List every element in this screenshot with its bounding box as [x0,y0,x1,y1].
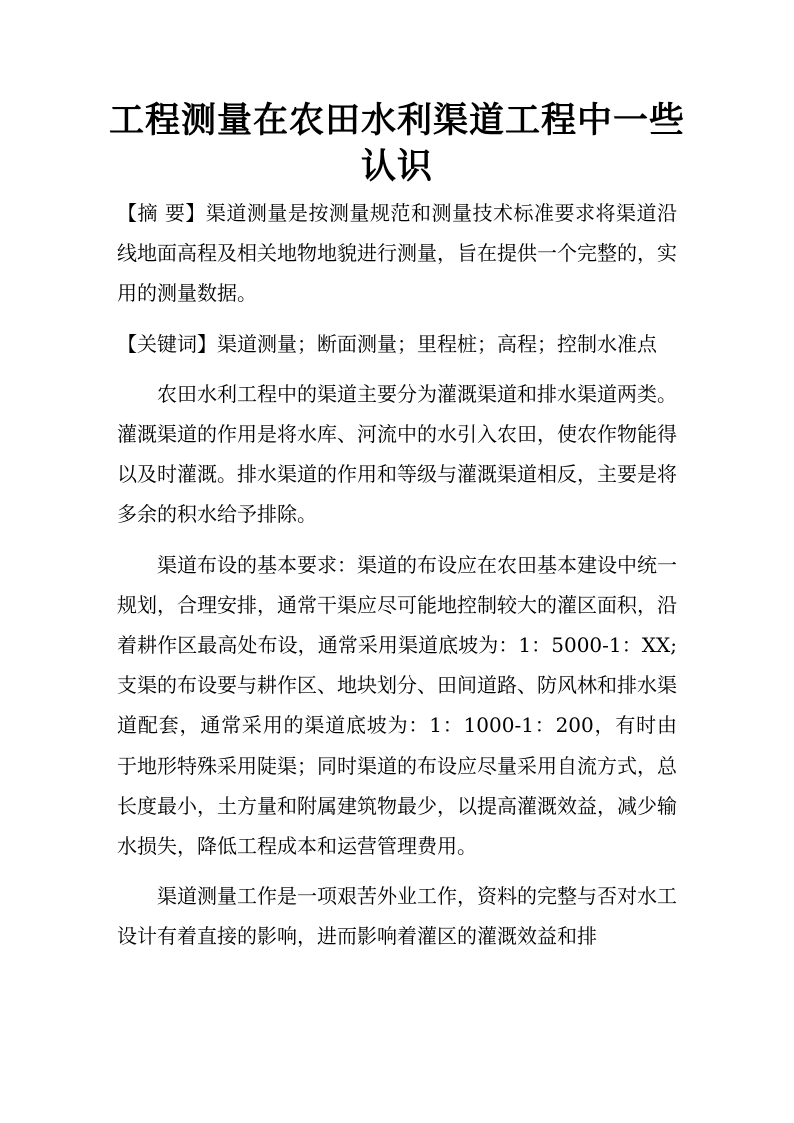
body-paragraph-3: 渠道测量工作是一项艰苦外业工作，资料的完整与否对水工设计有着直接的影响，进而影响着灌区的灌溉效益和排 [117,884,677,949]
abstract-text: 渠道测量是按测量规范和测量技术标准要求将渠道沿线地面高程及相关地物地貌进行测量，旨在提供一个完整的，实用的测量数据。 [117,201,678,306]
document-body [117,193,677,967]
abstract-label: 【摘 要】 [117,201,206,225]
keywords-text: 渠道测量；断面测量；里程桩；高程；控制水准点 [217,331,657,356]
keywords-paragraph [117,324,677,364]
body-paragraph-2: 渠道布设的基本要求：渠道的布设应在农田基本建设中统一规划，合理安排，通常干渠应尽可能地控制较大的灌区面积，沿着耕作区最高处布设，通常采用渠道底坡为：1：5000-1：XX;支渠的布设要与耕作区、地块划分、田间道路、防风林和排水渠道配套，通常采用的渠道底坡为：1：1000-1：200，有时由于地形特殊采用陡渠；同时渠道的布设应尽量采用自流方式，总长度最小，土方量和附属建筑物最少，以提高灌溉效益，减少输水损失，降低工程成本和运营管理费用。 [117,552,677,859]
keywords-label: 【关键词】 [117,331,217,356]
abstract-paragraph [117,193,677,314]
body-paragraph-1: 农田水利工程中的渠道主要分为灌溉渠道和排水渠道两类。灌溉渠道的作用是将水库、河流中的水引入农田，使农作物能得以及时灌溉。排水渠道的作用和等级与灌溉渠道相反，主要是将多余的积水给予排除。 [117,381,677,527]
document-title: 工程测量在农田水利渠道工程中一些认识 [108,100,685,187]
